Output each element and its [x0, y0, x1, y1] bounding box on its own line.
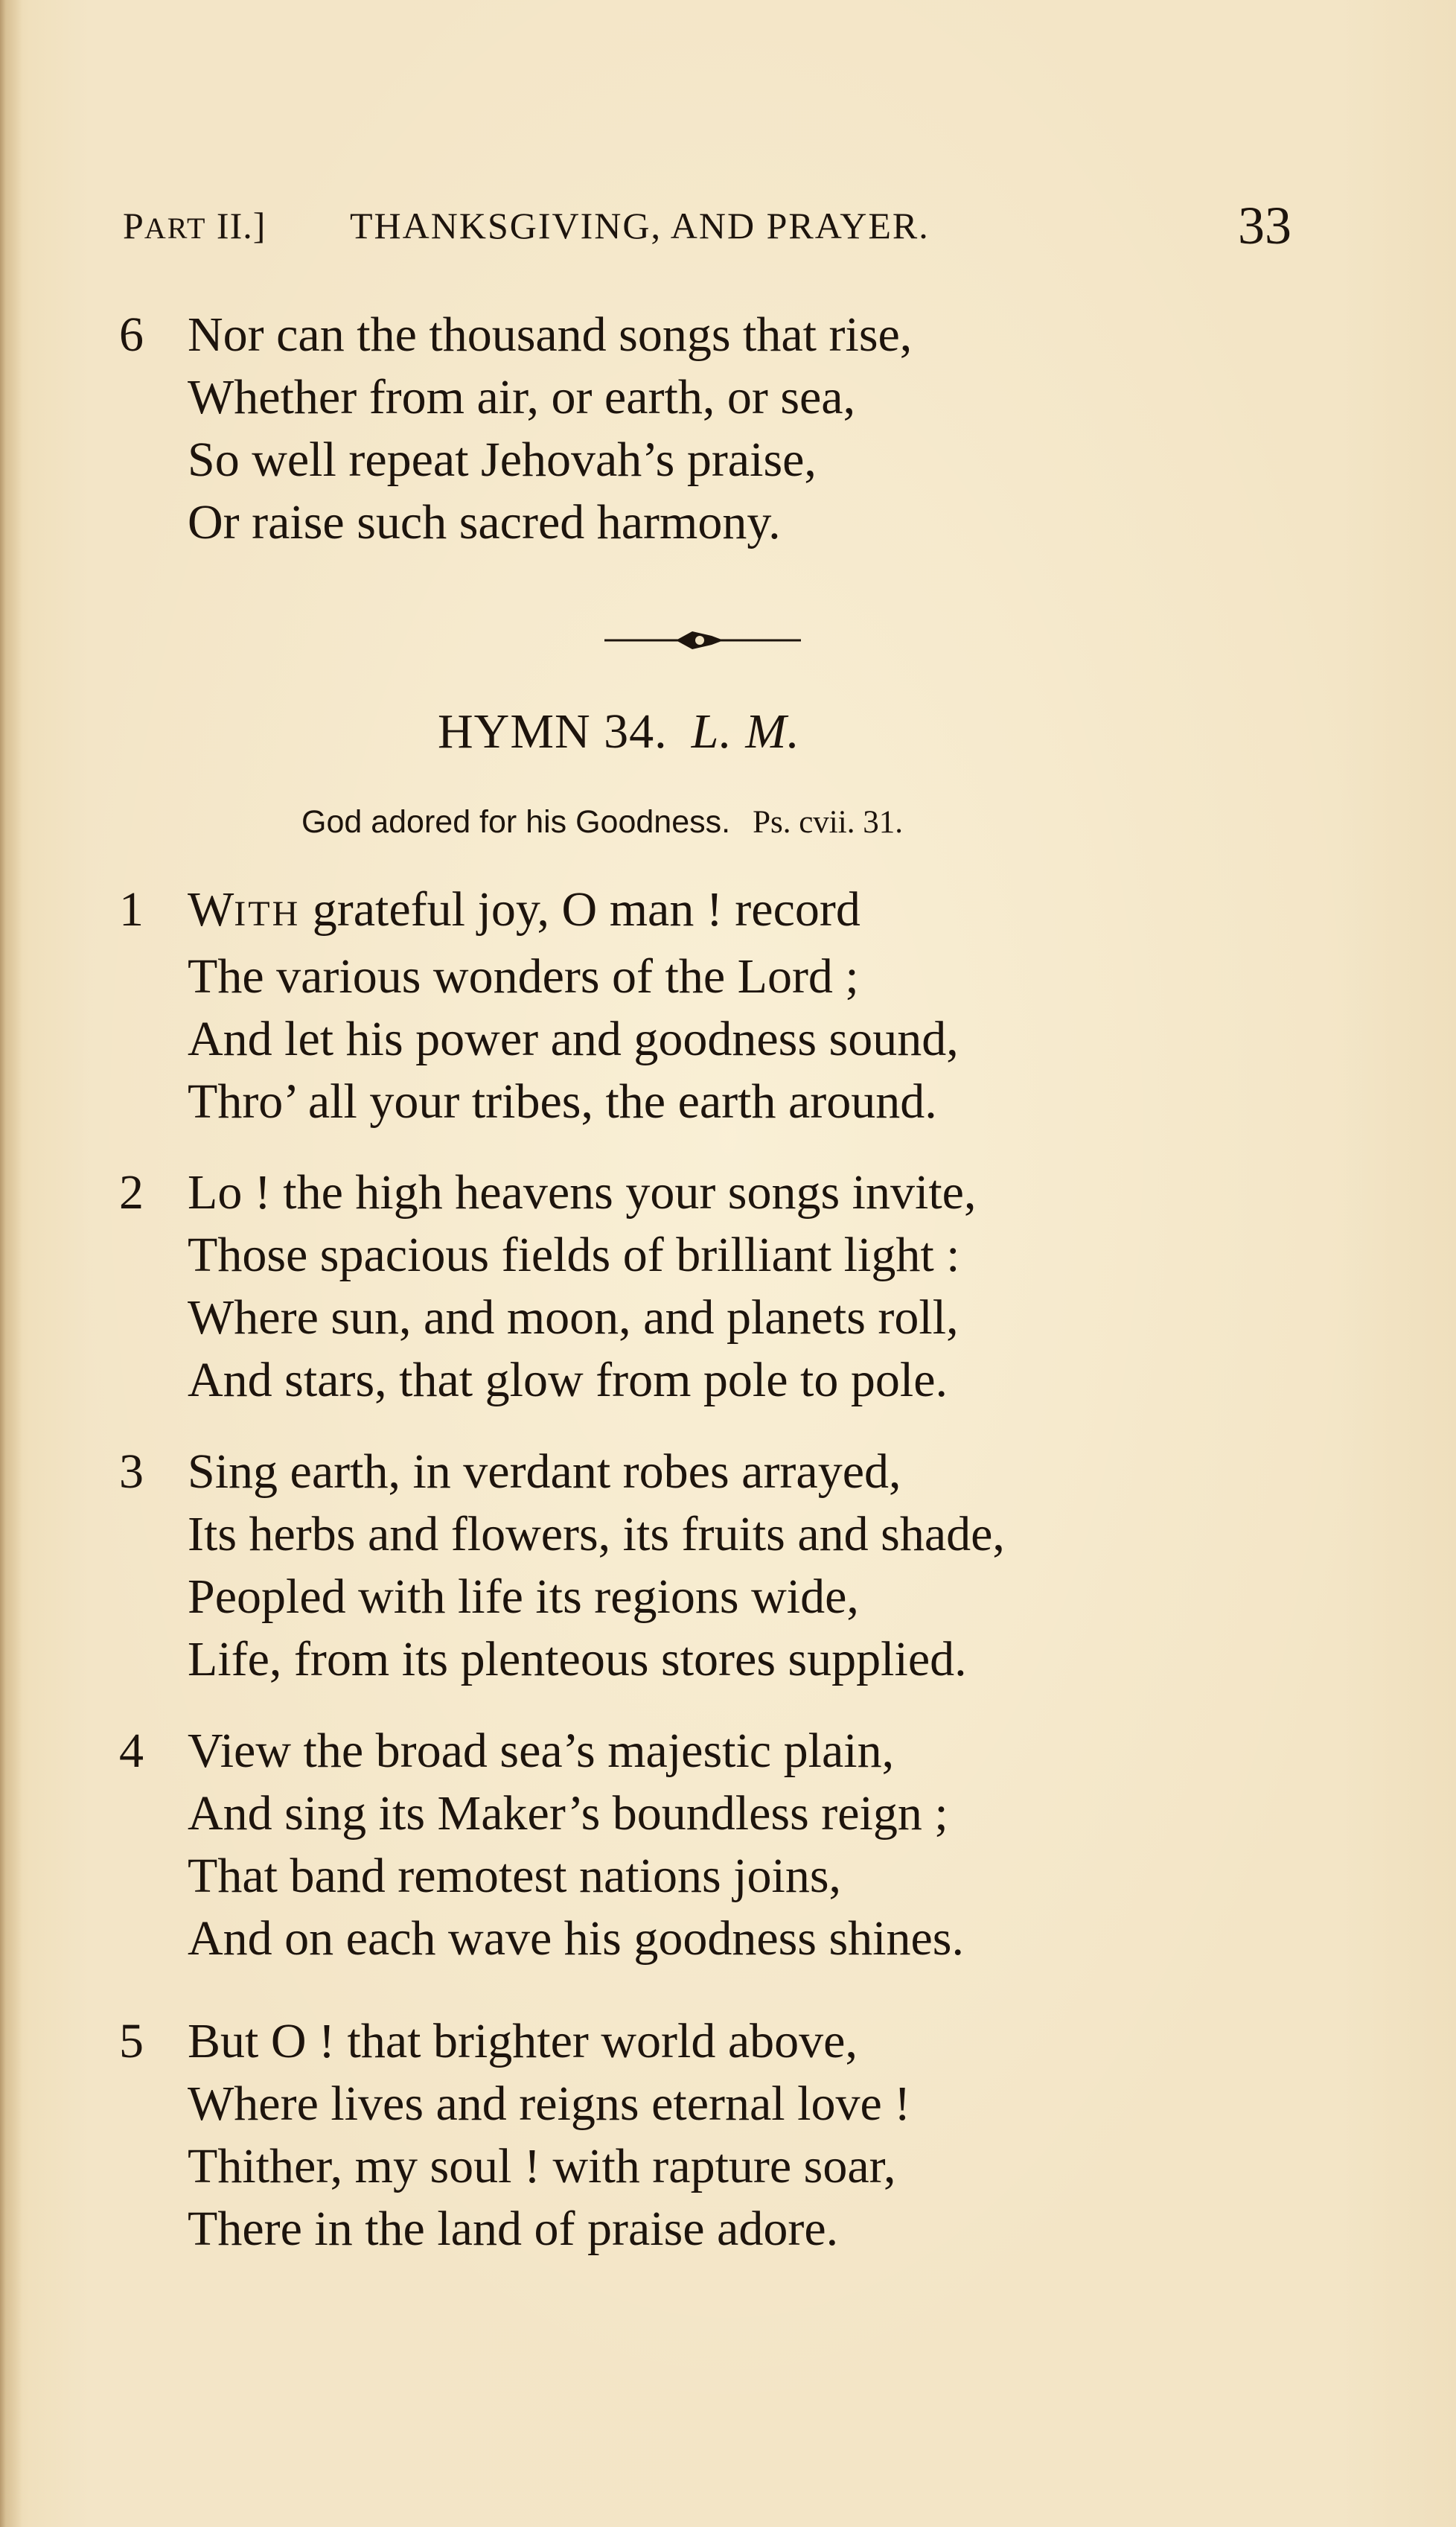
verse-line: Peopled with life its regions wide,	[188, 1570, 859, 1624]
verse-line: Thither, my soul ! with rapture soar,	[188, 2139, 896, 2193]
running-head	[123, 195, 1291, 255]
verse-line: And stars, that glow from pole to pole.	[188, 1353, 948, 1407]
page-gutter-edge	[0, 0, 22, 2527]
verse-line: Those spacious fields of brilliant light :	[188, 1228, 960, 1282]
stanza-lines	[188, 1161, 976, 1412]
verse-line: And on each wave his goodness shines.	[188, 1911, 964, 1966]
stanza-lines	[188, 879, 959, 1133]
verse-line: The various wonders of the Lord ;	[188, 949, 859, 1004]
verse-line: Nor can the thousand songs that rise,	[188, 307, 913, 362]
hymn-meter: L. M.	[691, 704, 800, 759]
verse-line: Whether from air, or earth, or sea,	[188, 370, 856, 424]
stanza-number: 3	[119, 1444, 144, 1499]
running-head-title: THANKSGIVING, AND PRAYER.	[350, 205, 930, 246]
verse-line: WITH grateful joy, O man ! record	[188, 882, 860, 937]
running-head-part: PART II.]	[123, 205, 266, 246]
ornamental-divider	[604, 625, 801, 655]
verse-line: Where sun, and moon, and planets roll,	[188, 1290, 959, 1345]
verse-line: There in the land of praise adore.	[188, 2202, 839, 2256]
stanza-lines	[188, 304, 912, 554]
hymn-title: HYMN 34. L. M.	[438, 704, 800, 759]
stanza-number: 6	[119, 307, 144, 362]
verse-line: But O ! that brighter world above,	[188, 2014, 858, 2068]
verse-line: And let his power and goodness sound,	[188, 1012, 959, 1066]
verse-line: Or raise such sacred harmony.	[188, 495, 781, 549]
verse-line: Where lives and reigns eternal love !	[188, 2077, 911, 2131]
verse-line: Life, from its plenteous stores supplied.	[188, 1632, 967, 1686]
verse-line: That band remotest nations joins,	[188, 1849, 842, 1903]
verse-line: Lo ! the high heavens your songs invite,	[188, 1165, 977, 1220]
verse-line: View the broad sea’s majestic plain,	[188, 1724, 895, 1778]
stanza-lines	[188, 1441, 1005, 1691]
stanza-number: 1	[119, 882, 144, 937]
verse-line: Its herbs and flowers, its fruits and shade,	[188, 1507, 1005, 1561]
stanza-number: 5	[119, 2014, 144, 2068]
hymn-subtitle: God adored for his Goodness. Ps. cvii. 31.	[301, 804, 903, 840]
stanza-number: 4	[119, 1724, 144, 1778]
verse-line: Sing earth, in verdant robes arrayed,	[188, 1444, 901, 1499]
stanza-lines	[188, 2010, 910, 2260]
page-number: 33	[1238, 196, 1291, 255]
scripture-reference: Ps. cvii. 31.	[753, 805, 903, 840]
stanza-lines	[188, 1720, 964, 1970]
verse-line: So well repeat Jehovah’s praise,	[188, 433, 817, 487]
verse-line: And sing its Maker’s boundless reign ;	[188, 1786, 948, 1841]
stanza-number: 2	[119, 1165, 144, 1220]
verse-line: Thro’ all your tribes, the earth around.	[188, 1074, 937, 1129]
